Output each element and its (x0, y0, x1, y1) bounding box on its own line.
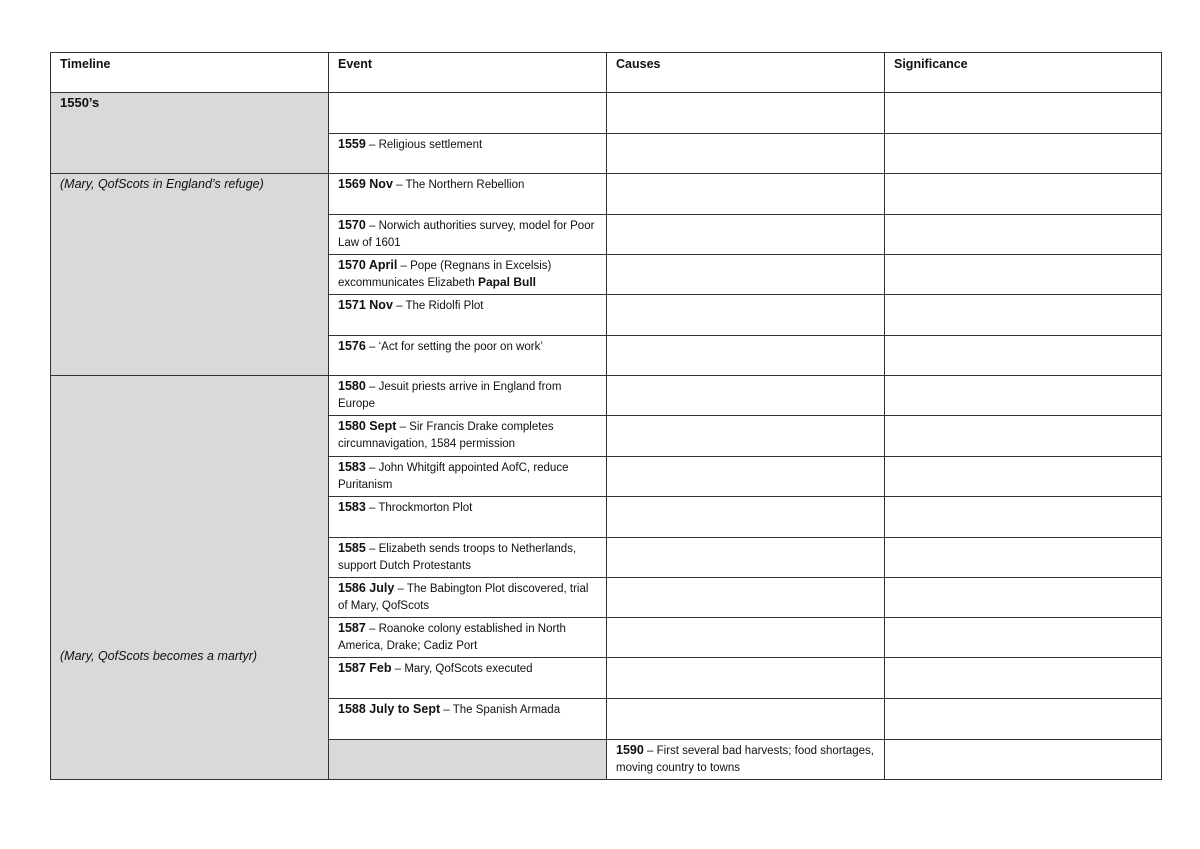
timeline-cell-1590s (329, 740, 607, 780)
header-row (51, 53, 1162, 93)
significance-cell[interactable] (885, 93, 1162, 134)
event-separator: – (365, 139, 379, 151)
causes-cell[interactable] (607, 174, 885, 215)
event-date: 1570 (338, 218, 366, 232)
event-date: 1587 (338, 621, 366, 635)
causes-cell[interactable] (607, 336, 885, 376)
event-text: The Spanish Armada (452, 704, 561, 716)
event-separator: – (392, 300, 406, 312)
timeline-note: (Mary, QofScots in England’s refuge) (60, 177, 264, 191)
event-text: Mary, QofScots executed (404, 663, 533, 675)
header-timeline: Timeline (51, 53, 329, 93)
significance-cell[interactable] (885, 295, 1162, 336)
event-text: Sir Francis Drake completes circumnavigation, 1584 permission (338, 421, 554, 450)
header-event: Event (329, 53, 607, 93)
significance-cell[interactable] (885, 336, 1162, 376)
causes-cell[interactable] (607, 578, 885, 618)
table-row (51, 376, 1162, 416)
event-date: 1559 (338, 137, 366, 151)
event-text: Norwich authorities survey, model for Poor Law of 1601 (338, 220, 595, 249)
significance-cell[interactable] (885, 416, 1162, 457)
event-cell (329, 295, 607, 336)
causes-cell[interactable] (607, 255, 885, 295)
significance-cell[interactable] (885, 618, 1162, 658)
event-cell (329, 618, 607, 658)
significance-cell[interactable] (885, 255, 1162, 295)
event-date: 1570 April (338, 258, 398, 272)
event-cell (329, 497, 607, 538)
event-date: 1587 Feb (338, 661, 392, 675)
event-cell (329, 578, 607, 618)
causes-cell[interactable] (607, 215, 885, 255)
event-text: The Ridolfi Plot (405, 300, 484, 312)
event-separator: – (397, 260, 411, 272)
event-date: 1588 July to Sept (338, 702, 441, 716)
event-text: First several bad harvests; food shortages, moving country to towns (616, 745, 874, 774)
event-date: 1586 July (338, 581, 395, 595)
event-cell (329, 538, 607, 578)
event-cell (329, 457, 607, 497)
event-date: 1569 Nov (338, 177, 393, 191)
event-separator: – (365, 462, 379, 474)
event-cell (329, 376, 607, 416)
event-cell (329, 416, 607, 457)
timeline-table (50, 52, 1162, 780)
event-text: Religious settlement (378, 139, 483, 151)
timeline-cell-1580s (51, 376, 329, 780)
significance-cell[interactable] (885, 497, 1162, 538)
event-date: 1583 (338, 500, 366, 514)
event-separator: – (396, 421, 410, 433)
causes-cell[interactable] (607, 416, 885, 457)
causes-cell[interactable] (607, 658, 885, 699)
event-keyword: Papal Bull (477, 275, 536, 289)
event-separator: – (365, 381, 379, 393)
causes-cell[interactable] (885, 740, 1162, 780)
event-separator: – (440, 704, 453, 716)
event-date: 1585 (338, 541, 366, 555)
event-cell (329, 215, 607, 255)
event-separator: – (394, 583, 407, 595)
event-date: 1583 (338, 460, 366, 474)
significance-cell[interactable] (885, 376, 1162, 416)
event-date: 1580 (338, 379, 366, 393)
event-date: 1576 (338, 339, 366, 353)
timeline-cell-1550s (51, 93, 329, 174)
event-cell (329, 658, 607, 699)
table-row (51, 174, 1162, 215)
decade-label: 1550’s (60, 95, 100, 110)
event-text: The Babington Plot discovered, trial of Mary, QofScots (338, 583, 589, 612)
causes-cell[interactable] (607, 93, 885, 134)
event-cell (329, 336, 607, 376)
timeline-cell-1560s (51, 174, 329, 376)
event-text: John Whitgift appointed AofC, reduce Puritanism (338, 462, 569, 491)
event-cell (329, 699, 607, 740)
event-cell-empty (329, 93, 607, 134)
causes-cell[interactable] (607, 457, 885, 497)
event-cell (607, 740, 885, 780)
causes-cell[interactable] (607, 497, 885, 538)
event-text: Jesuit priests arrive in England from Europe (338, 381, 562, 410)
timeline-note: (Mary, QofScots becomes a martyr) (60, 649, 258, 663)
causes-cell[interactable] (607, 295, 885, 336)
event-text: Elizabeth sends troops to Netherlands, support Dutch Protestants (338, 543, 577, 572)
table-row (51, 93, 1162, 134)
causes-cell[interactable] (607, 376, 885, 416)
significance-cell[interactable] (885, 134, 1162, 174)
event-text: Roanoke colony established in North America, Drake; Cadiz Port (338, 623, 566, 652)
event-separator: – (643, 745, 657, 757)
significance-cell[interactable] (885, 174, 1162, 215)
event-separator: – (365, 543, 379, 555)
event-separator: – (365, 220, 379, 232)
event-date: 1590 (616, 743, 644, 757)
event-separator: – (365, 502, 379, 514)
event-separator: – (365, 623, 379, 635)
causes-cell[interactable] (607, 699, 885, 740)
event-cell (329, 174, 607, 215)
significance-cell[interactable] (885, 658, 1162, 699)
event-text: Pope (Regnans in Excelsis) excommunicates Elizabeth (338, 260, 552, 289)
event-date: 1580 Sept (338, 419, 397, 433)
event-separator: – (365, 341, 379, 353)
event-cell (329, 255, 607, 295)
significance-cell[interactable] (885, 215, 1162, 255)
significance-cell[interactable] (885, 699, 1162, 740)
causes-cell[interactable] (607, 538, 885, 578)
event-text: The Northern Rebellion (405, 179, 525, 191)
header-significance: Significance (885, 53, 1162, 93)
header-causes: Causes (607, 53, 885, 93)
event-cell (329, 134, 607, 174)
significance-cell[interactable] (885, 538, 1162, 578)
event-text: ‘Act for setting the poor on work’ (378, 341, 543, 353)
event-text: Throckmorton Plot (378, 502, 473, 514)
significance-cell[interactable] (885, 457, 1162, 497)
event-separator: – (392, 179, 406, 191)
event-date: 1571 Nov (338, 298, 393, 312)
causes-cell[interactable] (607, 134, 885, 174)
causes-cell[interactable] (607, 618, 885, 658)
significance-cell[interactable] (885, 578, 1162, 618)
event-separator: – (391, 663, 405, 675)
